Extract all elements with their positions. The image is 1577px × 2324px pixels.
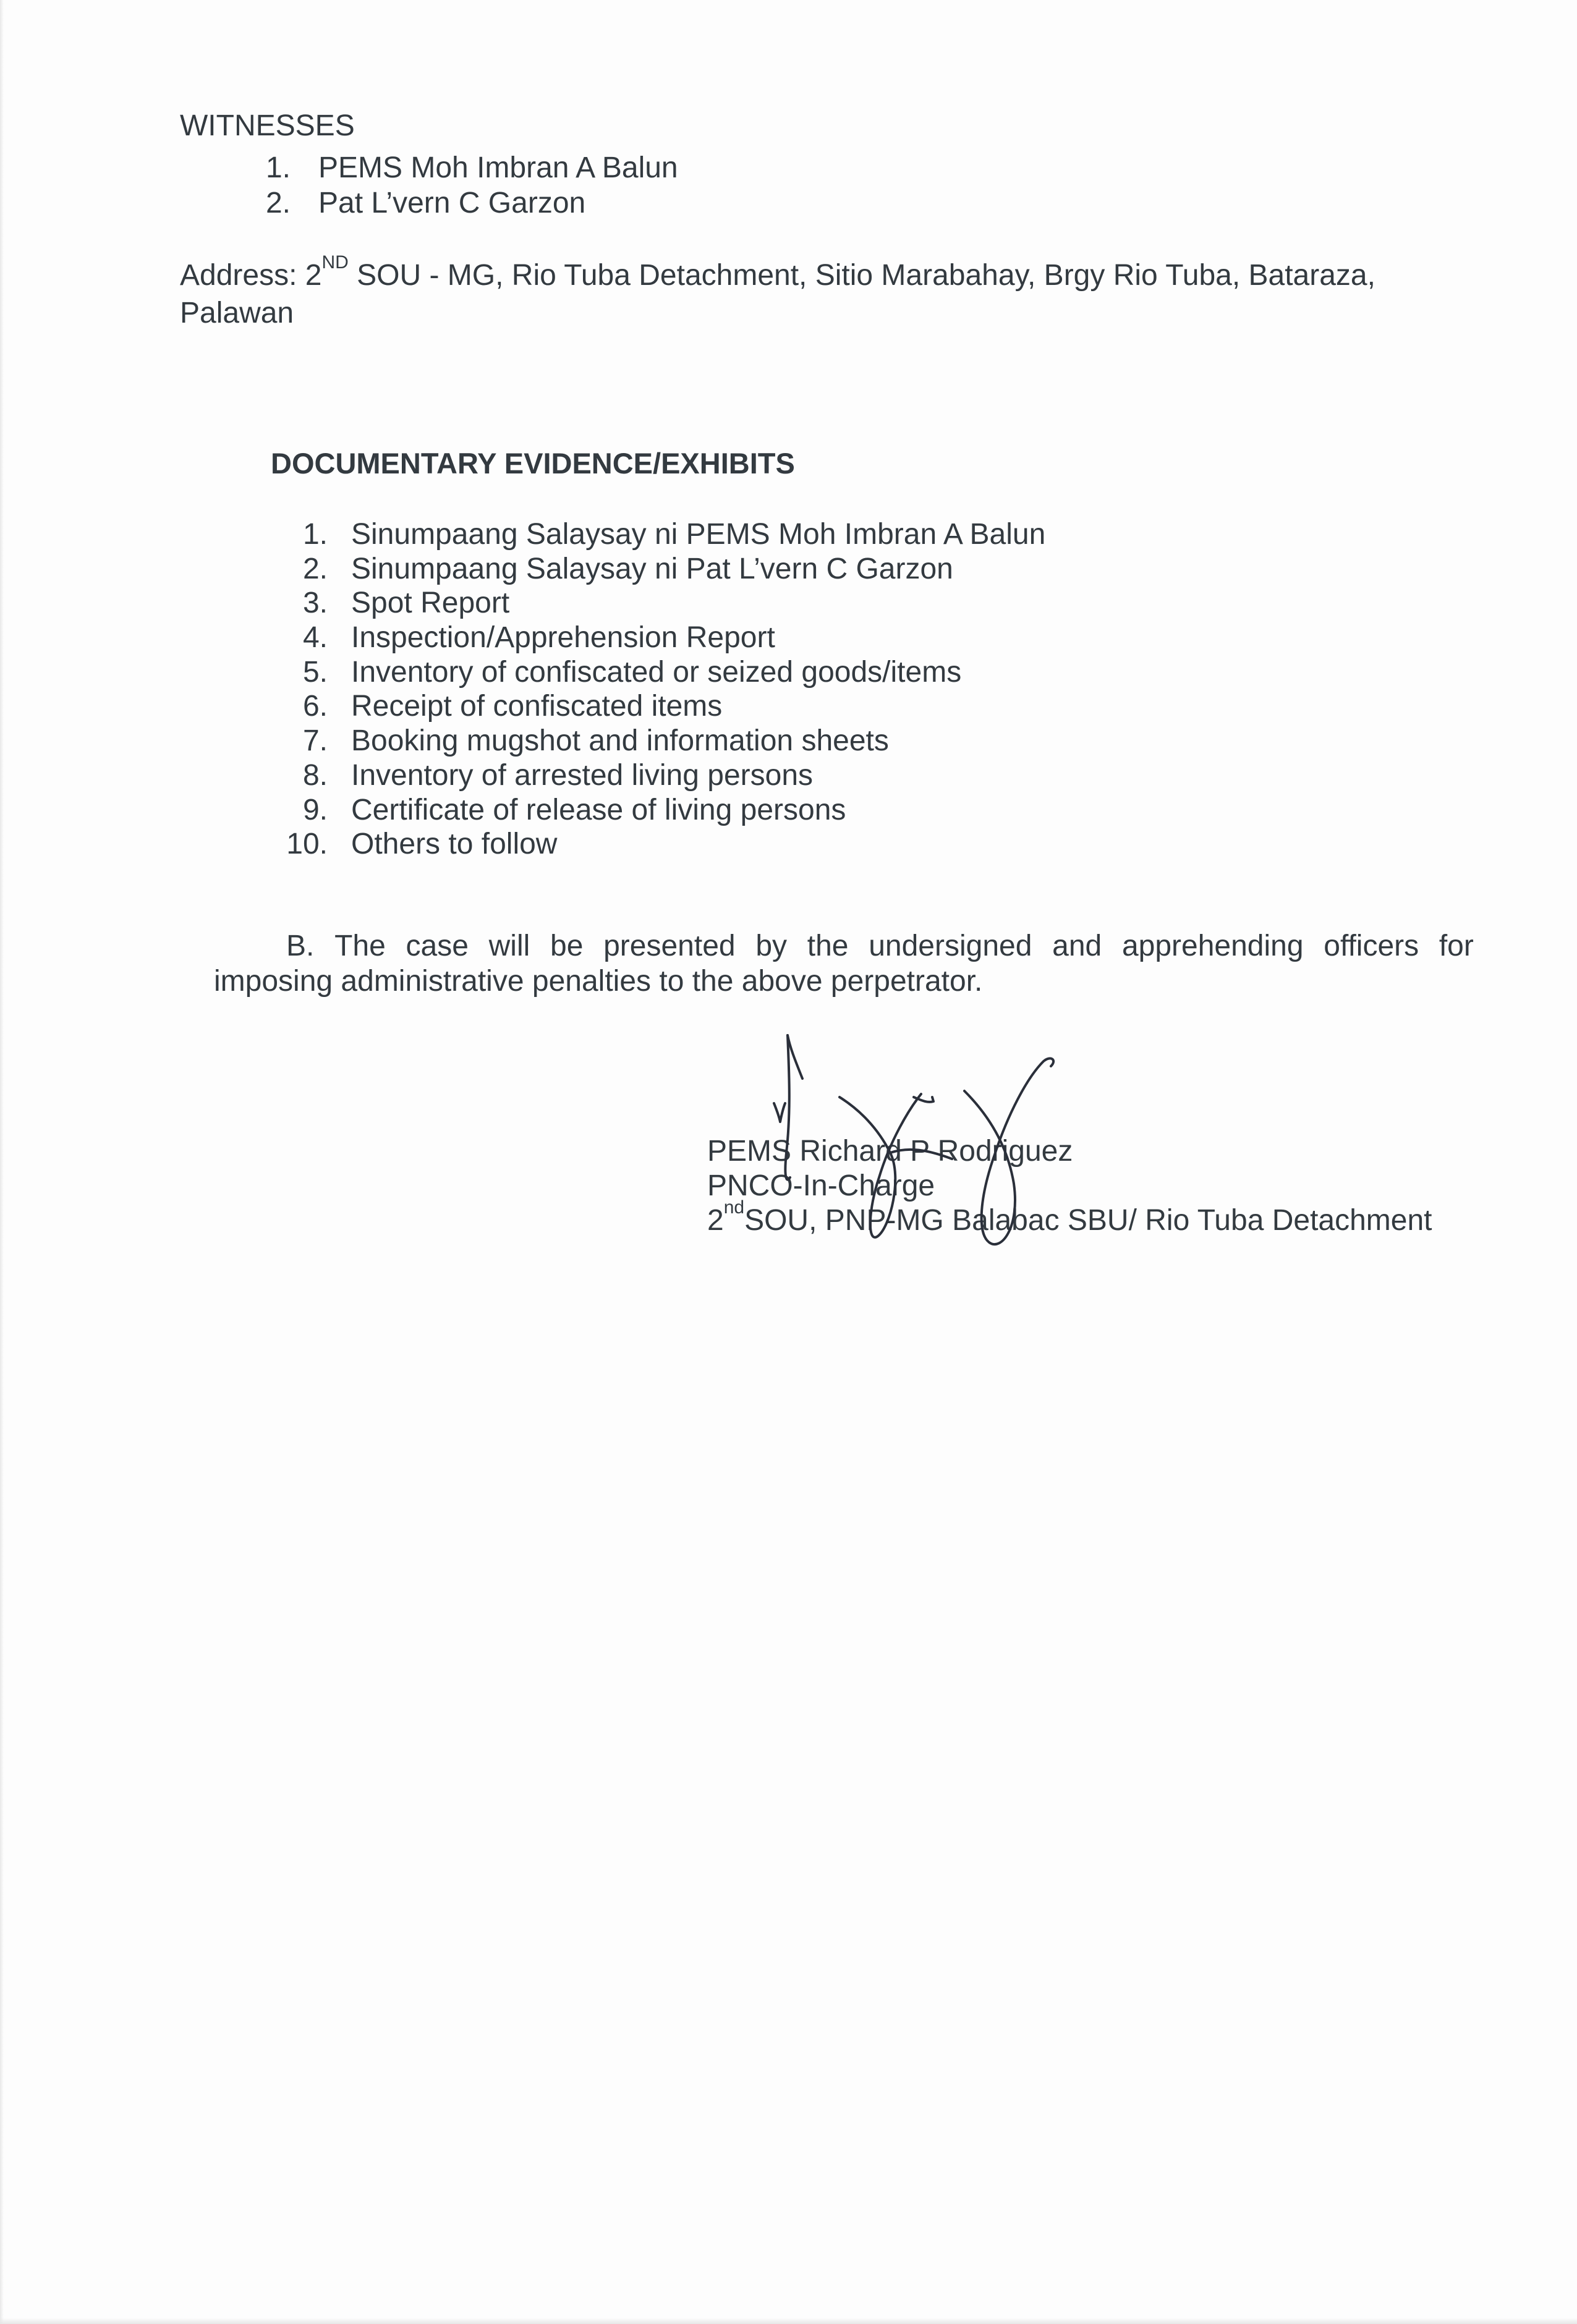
paragraph-word: The bbox=[334, 930, 386, 962]
list-item bbox=[302, 655, 1045, 690]
list-item bbox=[302, 689, 1045, 724]
list-item bbox=[302, 724, 1045, 758]
scan-edge-bottom bbox=[0, 2318, 1577, 2324]
paragraph-word: for bbox=[1439, 930, 1474, 962]
signatory-unit bbox=[707, 1197, 1432, 1238]
list-number: 6. bbox=[302, 690, 328, 723]
witness-name: Pat L’vern C Garzon bbox=[318, 187, 586, 219]
address-line-1 bbox=[180, 252, 1375, 293]
signatory-title: PNCO-In-Charge bbox=[707, 1169, 935, 1202]
paragraph-word: presented bbox=[603, 930, 736, 962]
paragraph-b bbox=[214, 928, 1474, 999]
paragraph-word: by bbox=[755, 930, 788, 962]
address-text: SOU - MG, Rio Tuba Detachment, Sitio Marabahay, Brgy Rio Tuba, Bataraza, bbox=[348, 259, 1375, 292]
signatory-name: PEMS Richard P Rodriguez bbox=[707, 1135, 1073, 1168]
exhibit-text: Inspection/Apprehension Report bbox=[351, 621, 775, 655]
exhibit-text: Others to follow bbox=[351, 828, 558, 861]
exhibit-list bbox=[286, 517, 1046, 862]
unit-text: SOU, PNP-MG Balabac SBU/ Rio Tuba Detachment bbox=[744, 1204, 1432, 1237]
list-item bbox=[302, 586, 1045, 621]
unit-prefix: 2 bbox=[707, 1204, 724, 1237]
list-number: 10. bbox=[286, 828, 328, 861]
list-item bbox=[286, 827, 1045, 862]
list-number: 2. bbox=[265, 187, 291, 219]
exhibits-heading: DOCUMENTARY EVIDENCE/EXHIBITS bbox=[271, 447, 795, 480]
paragraph-word: case bbox=[406, 930, 469, 962]
list-item bbox=[302, 793, 1045, 828]
paragraph-b-line-1 bbox=[214, 928, 1474, 964]
paragraph-word: undersigned bbox=[869, 930, 1032, 962]
paragraph-word: will bbox=[488, 930, 530, 962]
paragraph-word: and bbox=[1052, 930, 1102, 962]
exhibit-text: Receipt of confiscated items bbox=[351, 690, 723, 723]
exhibit-text: Sinumpaang Salaysay ni PEMS Moh Imbran A Balun bbox=[351, 518, 1046, 551]
paragraph-word: officers bbox=[1324, 930, 1419, 962]
exhibit-text: Inventory of arrested living persons bbox=[351, 758, 814, 792]
paragraph-word: be bbox=[550, 930, 584, 962]
paragraph-b-line-2: imposing administrative penalties to the above perpetrator. bbox=[214, 965, 983, 998]
list-item bbox=[265, 186, 678, 221]
witnesses-heading: WITNESSES bbox=[180, 109, 355, 142]
list-item bbox=[302, 517, 1046, 552]
list-item bbox=[302, 621, 1045, 655]
list-number: 5. bbox=[302, 655, 328, 689]
list-number: 1. bbox=[265, 151, 291, 184]
list-number: 8. bbox=[302, 758, 328, 792]
list-item bbox=[302, 758, 1045, 793]
scan-edge-left bbox=[0, 0, 4, 2324]
list-number: 3. bbox=[302, 587, 328, 620]
address-line-2: Palawan bbox=[180, 297, 294, 329]
address-superscript: ND bbox=[321, 252, 349, 273]
list-number: 2. bbox=[302, 552, 328, 585]
list-item bbox=[302, 552, 1045, 587]
witness-name: PEMS Moh Imbran A Balun bbox=[318, 151, 678, 184]
exhibit-text: Spot Report bbox=[351, 587, 510, 620]
paragraph-marker: B. bbox=[286, 930, 315, 962]
list-number: 7. bbox=[302, 724, 328, 758]
address-label: Address: 2 bbox=[180, 259, 322, 292]
paragraph-word: apprehending bbox=[1121, 930, 1304, 962]
exhibit-text: Booking mugshot and information sheets bbox=[351, 724, 889, 758]
list-number: 4. bbox=[302, 621, 328, 655]
unit-superscript: nd bbox=[723, 1197, 745, 1218]
list-number: 9. bbox=[302, 793, 328, 826]
list-item bbox=[265, 151, 678, 185]
exhibit-text: Sinumpaang Salaysay ni Pat L’vern C Garzon bbox=[351, 552, 953, 585]
list-number: 1. bbox=[302, 518, 328, 551]
witness-list bbox=[265, 151, 678, 221]
exhibit-text: Certificate of release of living persons bbox=[351, 793, 846, 826]
exhibit-text: Inventory of confiscated or seized goods/items bbox=[351, 655, 962, 689]
paragraph-word: the bbox=[807, 930, 849, 962]
